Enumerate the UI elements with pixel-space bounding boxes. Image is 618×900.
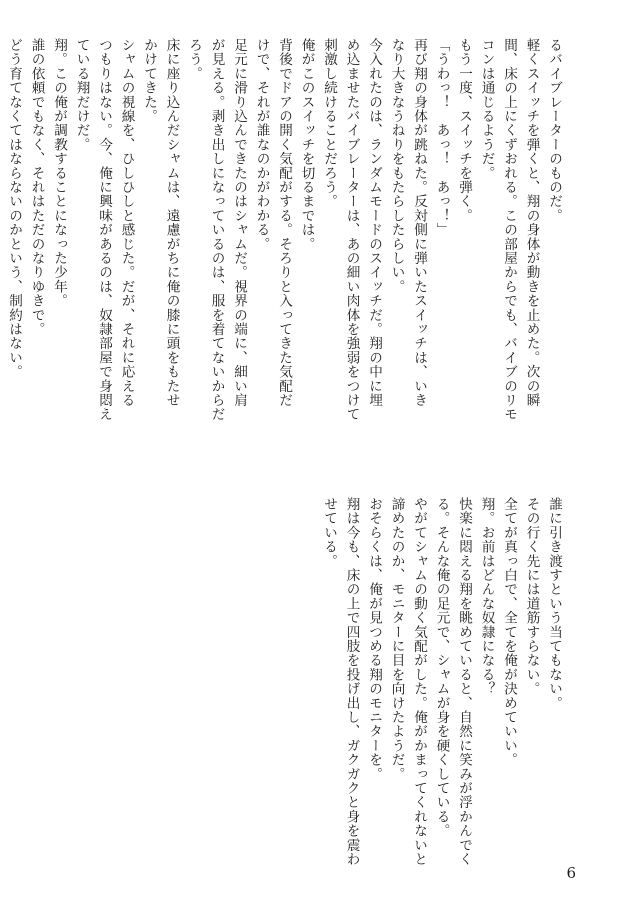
text-line: けで、それが誰なのかがわかる。 <box>253 38 270 251</box>
text-line: シャムの視線を、ひしひしと感じた。だが、それに応える <box>118 38 135 408</box>
text-line: 間、床の上にくずおれる。この部屋からでも、バイブのリモ <box>501 38 517 422</box>
text-line: ろう。 <box>186 38 202 81</box>
text-line: 今入れたのは、ランダムモードのスイッチだ。翔の中に埋 <box>366 38 382 408</box>
text-line: 背後でドアの開く気配がする。そろりと入ってきた気配だ <box>276 38 292 408</box>
text-line: 刺激し続けることだろう。 <box>321 38 337 209</box>
text-line: ている翔だけだ。 <box>73 38 90 152</box>
text-line: せている。 <box>321 497 337 568</box>
text-line: 俺がこのスイッチを切るまでは。 <box>298 38 315 251</box>
text-line: 誰の依頼でもなく、それはただのなりゆきで。 <box>28 38 45 337</box>
bottom-text-block <box>313 497 561 866</box>
text-line: なり大きなうねりをもたらしたらしい。 <box>388 38 405 294</box>
text-line: 全てが真っ白で、全てを俺が決めていい。 <box>501 497 517 767</box>
text-line: もう一度、スイッチを弾く。 <box>456 38 472 223</box>
text-line: 「うわっ！ あっ！ あっ！」 <box>433 38 450 237</box>
text-line: め込ませたバイブレーターは、あの細い肉体を強弱をつけて <box>343 38 360 422</box>
text-line: 翔。この俺が調教することになった少年。 <box>51 38 67 308</box>
text-line: どう育てなくてはならないのかという、制約はない。 <box>6 38 22 379</box>
text-line: その行く先には道筋すらない。 <box>523 497 540 696</box>
text-line: おそらくは、俺が見つめる翔のモニターを。 <box>366 497 382 781</box>
text-line: 翔は今も、床の上で四肢を投げ出し、ガクガクと身を震わ <box>343 497 360 867</box>
text-line: 誰に引き渡すという当てもない。 <box>546 497 562 710</box>
text-line: 翔。お前はどんな奴隷になる？ <box>478 497 495 696</box>
text-line: が見える。剥き出しになっているのは、服を着てないからだ <box>208 38 225 422</box>
text-line: 足元に滑り込んできたのはシャムだ。視界の端に、細い肩 <box>231 38 247 408</box>
text-line: 軽くスイッチを弾くと、翔の身体が動きを止めた。次の瞬 <box>523 38 540 408</box>
page-number: 6 <box>566 864 576 882</box>
text-line: 再び翔の身体が跳ねた。反対側に弾いたスイッチは、いき <box>411 38 427 408</box>
text-line: る。そんな俺の足元で、シャムが身を硬くしている。 <box>433 497 450 838</box>
text-line: かけてきた。 <box>141 38 157 124</box>
text-line: 快楽に悶える翔を眺めていると、自然に笑みが浮かんでく <box>456 497 472 867</box>
text-line: るバイブレーターのものだ。 <box>546 38 562 223</box>
top-text-block <box>0 38 560 421</box>
text-line: つもりはない。今、俺に興味があるのは、奴隷部屋で身悶え <box>96 38 112 422</box>
text-line: コンは通じるようだ。 <box>478 38 495 180</box>
text-line: 床に座り込んだシャムは、遠慮がちに俺の膝に頭をもたせ <box>163 38 180 408</box>
text-line: やがてシャムの動く気配がした。俺がかまってくれないと <box>411 497 427 867</box>
text-line: 諦めたのか、モニターに目を向けたようだ。 <box>388 497 405 781</box>
